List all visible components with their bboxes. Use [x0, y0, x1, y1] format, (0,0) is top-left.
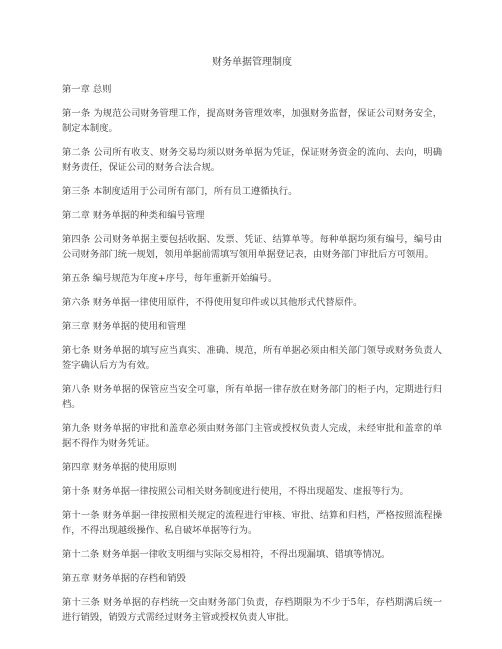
chapter-5-heading: 第五章 财务单据的存档和销毁: [62, 573, 186, 584]
article-1: 第一条 为规范公司财务管理工作，提高财务管理效率，加强财务监督，保证公司财务安全，制定本制度。: [62, 108, 442, 134]
article-7: 第七条 财务单据的填写应当真实、准确、规范，所有单据必须由相关部门领导或财务负责人签字确认后方为有效。: [62, 345, 442, 371]
article-11: 第十一条 财务单据一律按照相关规定的流程进行审核、审批、结算和归档，严格按照流程操作，不得出现越级操作、私自破坏单据等行为。: [62, 510, 442, 536]
article-9: 第九条 财务单据的审批和盖章必须由财务部门主管或授权负责人完成，未经审批和盖章的单据不得作为财务凭证。: [62, 423, 442, 449]
article-5: 第五条 编号规范为年度+序号，每年重新开始编号。: [62, 273, 278, 284]
chapter-1-heading: 第一章 总则: [62, 84, 112, 95]
document-title: 财务单据管理制度: [212, 57, 292, 68]
article-13: 第十三条 财务单据的存档统一交由财务部门负责，存档期限为不少于5年，存档期满后统一进行销毁，销毁方式需经过财务主管或授权负责人审批。: [62, 597, 442, 623]
article-4: 第四条 公司财务单据主要包括收据、发票、凭证、结算单等。每种单据均须有编号，编号由公司财务部门统一规划，领用单据前需填写领用单据登记表，由财务部门审批后方可领用。: [62, 234, 442, 260]
document-page: [62, 56, 442, 633]
article-10: 第十条 财务单据一律按照公司相关财务制度进行使用，不得出现超发、虚报等行为。: [62, 486, 409, 497]
chapter-4-heading: 第四章 财务单据的使用原则: [62, 462, 177, 473]
chapter-3-heading: 第三章 财务单据的使用和管理: [62, 321, 186, 332]
article-8: 第八条 财务单据的保管应当安全可靠，所有单据一律存放在财务部门的柜子内，定期进行归档。: [62, 384, 442, 410]
article-2: 第二条 公司所有收支、财务交易均须以财务单据为凭证，保证财务资金的流向、去向，明确财务责任，保证公司的财务合法合规。: [62, 147, 442, 173]
article-6: 第六条 财务单据一律使用原件，不得使用复印件或以其他形式代替原件。: [62, 297, 363, 308]
article-12: 第十二条 财务单据一律收支明细与实际交易相符，不得出现漏填、错填等情况。: [62, 549, 391, 560]
chapter-2-heading: 第二章 财务单据的种类和编号管理: [62, 210, 205, 221]
article-3: 第三条 本制度适用于公司所有部门，所有员工遵循执行。: [62, 186, 298, 197]
